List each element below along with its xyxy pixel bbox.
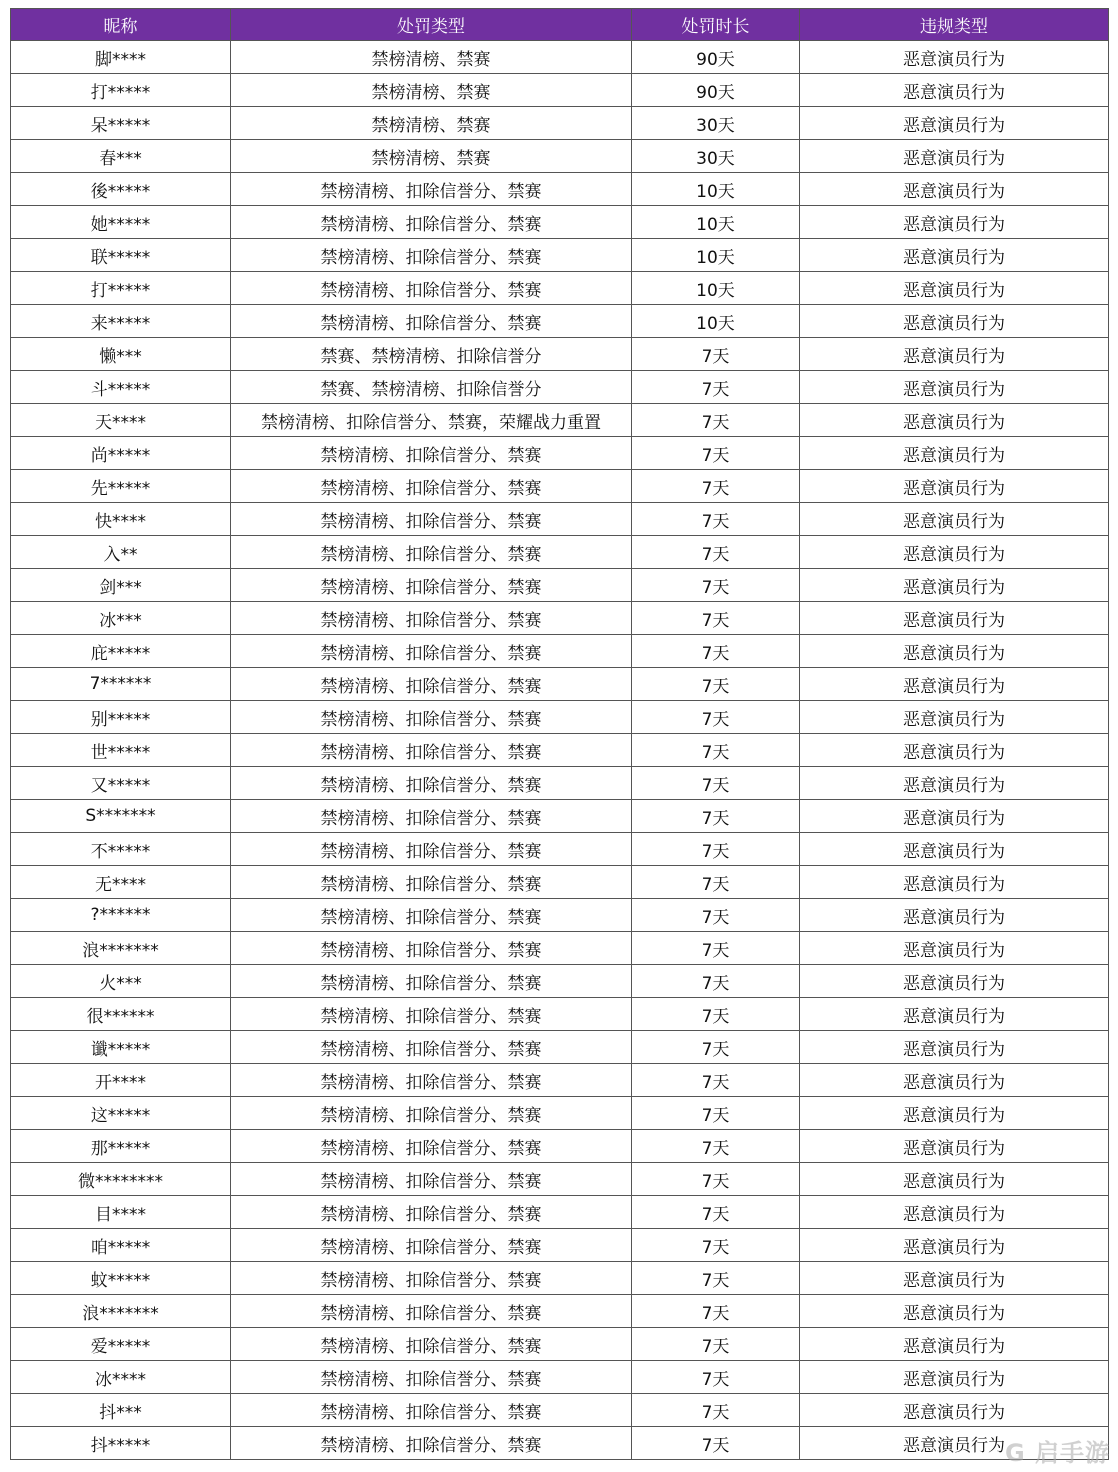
header-penalty-type: 处罚类型 (231, 9, 632, 41)
nickname-cell: 冰*** (11, 602, 231, 635)
penalty-duration-cell: 7天 (632, 1163, 800, 1196)
violation-type-cell: 恶意演员行为 (800, 866, 1109, 899)
penalty-duration-cell: 7天 (632, 668, 800, 701)
violation-type-cell: 恶意演员行为 (800, 1130, 1109, 1163)
table-row (11, 767, 1109, 800)
nickname-cell: 这***** (11, 1097, 231, 1130)
penalty-type-cell: 禁榜清榜、扣除信誉分、禁赛 (231, 272, 632, 305)
nickname-cell: 斗***** (11, 371, 231, 404)
penalty-type-cell: 禁榜清榜、扣除信誉分、禁赛 (231, 1163, 632, 1196)
violation-type-cell: 恶意演员行为 (800, 1097, 1109, 1130)
violation-type-cell: 恶意演员行为 (800, 74, 1109, 107)
penalty-duration-cell: 7天 (632, 1097, 800, 1130)
penalty-type-cell: 禁榜清榜、扣除信誉分、禁赛 (231, 1295, 632, 1328)
penalty-duration-cell: 10天 (632, 272, 800, 305)
penalty-type-cell: 禁榜清榜、扣除信誉分、禁赛 (231, 767, 632, 800)
table-row (11, 800, 1109, 833)
penalty-type-cell: 禁榜清榜、扣除信誉分、禁赛 (231, 1031, 632, 1064)
penalty-type-cell: 禁榜清榜、禁赛 (231, 41, 632, 74)
penalty-type-cell: 禁榜清榜、扣除信誉分、禁赛 (231, 701, 632, 734)
penalty-type-cell: 禁榜清榜、扣除信誉分、禁赛 (231, 635, 632, 668)
nickname-cell: 打***** (11, 74, 231, 107)
penalty-type-cell: 禁榜清榜、禁赛 (231, 107, 632, 140)
violation-type-cell: 恶意演员行为 (800, 965, 1109, 998)
table-row (11, 1394, 1109, 1427)
penalty-type-cell: 禁榜清榜、禁赛 (231, 74, 632, 107)
nickname-cell: 她***** (11, 206, 231, 239)
table-row (11, 206, 1109, 239)
table-row (11, 1163, 1109, 1196)
nickname-cell: 入** (11, 536, 231, 569)
table-row (11, 74, 1109, 107)
violation-type-cell: 恶意演员行为 (800, 272, 1109, 305)
nickname-cell: 咱***** (11, 1229, 231, 1262)
violation-type-cell: 恶意演员行为 (800, 470, 1109, 503)
violation-type-cell: 恶意演员行为 (800, 899, 1109, 932)
penalty-table (10, 8, 1109, 1460)
table-body (11, 41, 1109, 1460)
penalty-type-cell: 禁榜清榜、扣除信誉分、禁赛 (231, 173, 632, 206)
watermark-logo: G 启手游 (1004, 1439, 1110, 1467)
nickname-cell: 蚊***** (11, 1262, 231, 1295)
violation-type-cell: 恶意演员行为 (800, 998, 1109, 1031)
violation-type-cell: 恶意演员行为 (800, 1229, 1109, 1262)
penalty-type-cell: 禁榜清榜、扣除信誉分、禁赛 (231, 965, 632, 998)
nickname-cell: S******* (11, 800, 231, 833)
penalty-duration-cell: 10天 (632, 305, 800, 338)
penalty-duration-cell: 7天 (632, 833, 800, 866)
table-row (11, 41, 1109, 74)
table-row (11, 1361, 1109, 1394)
nickname-cell: 浪******* (11, 1295, 231, 1328)
penalty-duration-cell: 10天 (632, 173, 800, 206)
violation-type-cell: 恶意演员行为 (800, 536, 1109, 569)
penalty-duration-cell: 10天 (632, 206, 800, 239)
nickname-cell: 火*** (11, 965, 231, 998)
penalty-type-cell: 禁榜清榜、扣除信誉分、禁赛 (231, 239, 632, 272)
nickname-cell: 抖***** (11, 1427, 231, 1460)
violation-type-cell: 恶意演员行为 (800, 239, 1109, 272)
violation-type-cell: 恶意演员行为 (800, 833, 1109, 866)
violation-type-cell: 恶意演员行为 (800, 569, 1109, 602)
penalty-type-cell: 禁榜清榜、扣除信誉分、禁赛 (231, 437, 632, 470)
penalty-type-cell: 禁榜清榜、扣除信誉分、禁赛 (231, 536, 632, 569)
nickname-cell: 无**** (11, 866, 231, 899)
penalty-type-cell: 禁榜清榜、扣除信誉分、禁赛 (231, 1262, 632, 1295)
penalty-duration-cell: 7天 (632, 1064, 800, 1097)
violation-type-cell: 恶意演员行为 (800, 404, 1109, 437)
penalty-duration-cell: 7天 (632, 800, 800, 833)
penalty-duration-cell: 7天 (632, 1394, 800, 1427)
penalty-duration-cell: 90天 (632, 41, 800, 74)
header-penalty-duration: 处罚时长 (632, 9, 800, 41)
nickname-cell: 7****** (11, 668, 231, 701)
penalty-duration-cell: 7天 (632, 998, 800, 1031)
table-row (11, 899, 1109, 932)
violation-type-cell: 恶意演员行为 (800, 173, 1109, 206)
nickname-cell: 春*** (11, 140, 231, 173)
penalty-duration-cell: 90天 (632, 74, 800, 107)
table-row (11, 140, 1109, 173)
penalty-duration-cell: 7天 (632, 1295, 800, 1328)
penalty-duration-cell: 7天 (632, 1229, 800, 1262)
nickname-cell: 很****** (11, 998, 231, 1031)
penalty-type-cell: 禁榜清榜、扣除信誉分、禁赛 (231, 899, 632, 932)
penalty-duration-cell: 30天 (632, 107, 800, 140)
violation-type-cell: 恶意演员行为 (800, 767, 1109, 800)
penalty-type-cell: 禁榜清榜、扣除信誉分、禁赛 (231, 668, 632, 701)
violation-type-cell: 恶意演员行为 (800, 1031, 1109, 1064)
violation-type-cell: 恶意演员行为 (800, 371, 1109, 404)
table-row (11, 173, 1109, 206)
table-row (11, 569, 1109, 602)
violation-type-cell: 恶意演员行为 (800, 668, 1109, 701)
nickname-cell: 脚**** (11, 41, 231, 74)
penalty-type-cell: 禁榜清榜、扣除信誉分、禁赛 (231, 1229, 632, 1262)
penalty-type-cell: 禁榜清榜、扣除信誉分、禁赛 (231, 734, 632, 767)
nickname-cell: ?****** (11, 899, 231, 932)
penalty-duration-cell: 7天 (632, 965, 800, 998)
nickname-cell: 世***** (11, 734, 231, 767)
violation-type-cell: 恶意演员行为 (800, 1196, 1109, 1229)
table-row (11, 1031, 1109, 1064)
penalty-duration-cell: 7天 (632, 602, 800, 635)
violation-type-cell: 恶意演员行为 (800, 503, 1109, 536)
nickname-cell: 来***** (11, 305, 231, 338)
nickname-cell: 呆***** (11, 107, 231, 140)
penalty-type-cell: 禁榜清榜、扣除信誉分、禁赛 (231, 305, 632, 338)
nickname-cell: 打***** (11, 272, 231, 305)
table-row (11, 503, 1109, 536)
penalty-duration-cell: 7天 (632, 635, 800, 668)
violation-type-cell: 恶意演员行为 (800, 1262, 1109, 1295)
table-row (11, 1196, 1109, 1229)
penalty-duration-cell: 7天 (632, 767, 800, 800)
violation-type-cell: 恶意演员行为 (800, 206, 1109, 239)
violation-type-cell: 恶意演员行为 (800, 602, 1109, 635)
nickname-cell: 先***** (11, 470, 231, 503)
penalty-duration-cell: 7天 (632, 1328, 800, 1361)
nickname-cell: 不***** (11, 833, 231, 866)
penalty-type-cell: 禁赛、禁榜清榜、扣除信誉分 (231, 371, 632, 404)
table-header (11, 9, 1109, 41)
nickname-cell: 那***** (11, 1130, 231, 1163)
penalty-duration-cell: 7天 (632, 470, 800, 503)
penalty-type-cell: 禁榜清榜、扣除信誉分、禁赛 (231, 206, 632, 239)
penalty-duration-cell: 7天 (632, 569, 800, 602)
penalty-duration-cell: 7天 (632, 1361, 800, 1394)
nickname-cell: 後***** (11, 173, 231, 206)
violation-type-cell: 恶意演员行为 (800, 140, 1109, 173)
penalty-duration-cell: 7天 (632, 404, 800, 437)
table-row (11, 668, 1109, 701)
penalty-duration-cell: 7天 (632, 1130, 800, 1163)
violation-type-cell: 恶意演员行为 (800, 338, 1109, 371)
violation-type-cell: 恶意演员行为 (800, 107, 1109, 140)
violation-type-cell: 恶意演员行为 (800, 734, 1109, 767)
violation-type-cell: 恶意演员行为 (800, 1394, 1109, 1427)
nickname-cell: 抖*** (11, 1394, 231, 1427)
penalty-type-cell: 禁榜清榜、扣除信誉分、禁赛 (231, 602, 632, 635)
nickname-cell: 谶***** (11, 1031, 231, 1064)
table-row (11, 1262, 1109, 1295)
penalty-duration-cell: 7天 (632, 866, 800, 899)
penalty-duration-cell: 7天 (632, 734, 800, 767)
nickname-cell: 冰**** (11, 1361, 231, 1394)
table-row (11, 536, 1109, 569)
table-row (11, 404, 1109, 437)
table-row (11, 305, 1109, 338)
violation-type-cell: 恶意演员行为 (800, 1163, 1109, 1196)
nickname-cell: 快**** (11, 503, 231, 536)
nickname-cell: 天**** (11, 404, 231, 437)
violation-type-cell: 恶意演员行为 (800, 41, 1109, 74)
nickname-cell: 又***** (11, 767, 231, 800)
table-row (11, 1328, 1109, 1361)
penalty-duration-cell: 7天 (632, 338, 800, 371)
nickname-cell: 爱***** (11, 1328, 231, 1361)
penalty-type-cell: 禁榜清榜、扣除信誉分、禁赛，荣耀战力重置 (231, 404, 632, 437)
penalty-duration-cell: 7天 (632, 1031, 800, 1064)
table-row (11, 437, 1109, 470)
nickname-cell: 庇***** (11, 635, 231, 668)
penalty-type-cell: 禁榜清榜、扣除信誉分、禁赛 (231, 1427, 632, 1460)
table-row (11, 1064, 1109, 1097)
nickname-cell: 目**** (11, 1196, 231, 1229)
nickname-cell: 别***** (11, 701, 231, 734)
table-row (11, 932, 1109, 965)
violation-type-cell: 恶意演员行为 (800, 635, 1109, 668)
penalty-type-cell: 禁榜清榜、扣除信誉分、禁赛 (231, 503, 632, 536)
violation-type-cell: 恶意演员行为 (800, 1328, 1109, 1361)
table-row (11, 107, 1109, 140)
penalty-type-cell: 禁榜清榜、扣除信誉分、禁赛 (231, 1130, 632, 1163)
penalty-type-cell: 禁榜清榜、扣除信誉分、禁赛 (231, 569, 632, 602)
penalty-duration-cell: 7天 (632, 899, 800, 932)
penalty-duration-cell: 7天 (632, 371, 800, 404)
penalty-type-cell: 禁榜清榜、扣除信誉分、禁赛 (231, 998, 632, 1031)
table-row (11, 701, 1109, 734)
table-row (11, 470, 1109, 503)
table-row (11, 833, 1109, 866)
penalty-type-cell: 禁赛、禁榜清榜、扣除信誉分 (231, 338, 632, 371)
table-row (11, 734, 1109, 767)
violation-type-cell: 恶意演员行为 (800, 305, 1109, 338)
violation-type-cell: 恶意演员行为 (800, 1064, 1109, 1097)
penalty-duration-cell: 7天 (632, 536, 800, 569)
table-row (11, 1097, 1109, 1130)
table-row (11, 1229, 1109, 1262)
nickname-cell: 开**** (11, 1064, 231, 1097)
table-row (11, 338, 1109, 371)
header-row (11, 9, 1109, 41)
penalty-type-cell: 禁榜清榜、扣除信誉分、禁赛 (231, 800, 632, 833)
nickname-cell: 微******** (11, 1163, 231, 1196)
penalty-type-cell: 禁榜清榜、扣除信誉分、禁赛 (231, 1097, 632, 1130)
header-violation-type: 违规类型 (800, 9, 1109, 41)
penalty-duration-cell: 30天 (632, 140, 800, 173)
penalty-type-cell: 禁榜清榜、扣除信誉分、禁赛 (231, 833, 632, 866)
table-row (11, 602, 1109, 635)
nickname-cell: 尚***** (11, 437, 231, 470)
penalty-duration-cell: 7天 (632, 932, 800, 965)
penalty-duration-cell: 7天 (632, 1427, 800, 1460)
violation-type-cell: 恶意演员行为 (800, 1427, 1109, 1460)
nickname-cell: 浪******* (11, 932, 231, 965)
penalty-type-cell: 禁榜清榜、扣除信誉分、禁赛 (231, 1064, 632, 1097)
violation-type-cell: 恶意演员行为 (800, 701, 1109, 734)
table-row (11, 239, 1109, 272)
penalty-type-cell: 禁榜清榜、扣除信誉分、禁赛 (231, 1328, 632, 1361)
penalty-type-cell: 禁榜清榜、扣除信誉分、禁赛 (231, 470, 632, 503)
penalty-type-cell: 禁榜清榜、扣除信誉分、禁赛 (231, 1394, 632, 1427)
penalty-type-cell: 禁榜清榜、扣除信誉分、禁赛 (231, 932, 632, 965)
violation-type-cell: 恶意演员行为 (800, 1361, 1109, 1394)
table-row (11, 1130, 1109, 1163)
violation-type-cell: 恶意演员行为 (800, 437, 1109, 470)
penalty-duration-cell: 7天 (632, 1262, 800, 1295)
nickname-cell: 联***** (11, 239, 231, 272)
penalty-type-cell: 禁榜清榜、扣除信誉分、禁赛 (231, 1361, 632, 1394)
penalty-duration-cell: 7天 (632, 701, 800, 734)
penalty-type-cell: 禁榜清榜、扣除信誉分、禁赛 (231, 1196, 632, 1229)
table-row (11, 635, 1109, 668)
table-row (11, 866, 1109, 899)
table-row (11, 998, 1109, 1031)
penalty-duration-cell: 7天 (632, 1196, 800, 1229)
table-row (11, 272, 1109, 305)
table-row (11, 371, 1109, 404)
penalty-duration-cell: 10天 (632, 239, 800, 272)
table-row (11, 1295, 1109, 1328)
header-nickname: 昵称 (11, 9, 231, 41)
table-row (11, 1427, 1109, 1460)
nickname-cell: 剑*** (11, 569, 231, 602)
table-row (11, 965, 1109, 998)
penalty-type-cell: 禁榜清榜、禁赛 (231, 140, 632, 173)
violation-type-cell: 恶意演员行为 (800, 1295, 1109, 1328)
penalty-duration-cell: 7天 (632, 437, 800, 470)
violation-type-cell: 恶意演员行为 (800, 800, 1109, 833)
penalty-duration-cell: 7天 (632, 503, 800, 536)
penalty-table-container (10, 8, 1108, 1460)
violation-type-cell: 恶意演员行为 (800, 932, 1109, 965)
penalty-type-cell: 禁榜清榜、扣除信誉分、禁赛 (231, 866, 632, 899)
nickname-cell: 懒*** (11, 338, 231, 371)
